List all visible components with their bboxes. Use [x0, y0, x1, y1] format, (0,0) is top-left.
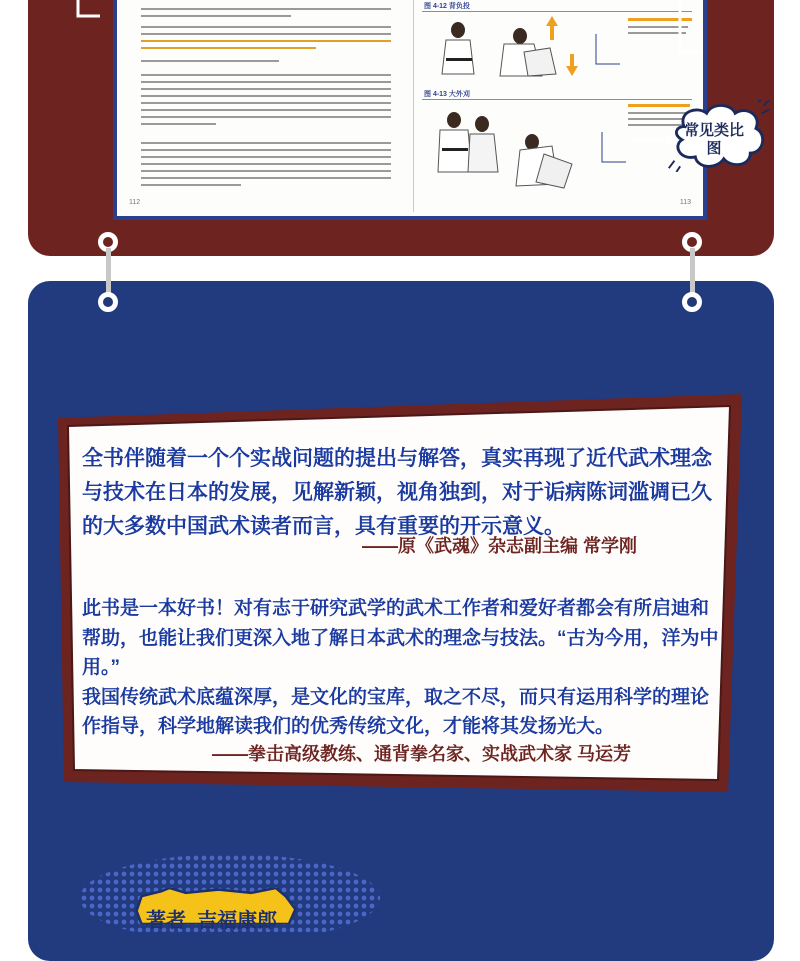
text-block: [141, 142, 391, 191]
book-page-left: [117, 0, 414, 212]
judo-illustration-1: [424, 14, 694, 86]
judo-illustration-2: [424, 102, 694, 194]
page-number-left: 112: [129, 199, 141, 206]
page-number-right: 113: [679, 199, 691, 206]
quote-2-paragraph-2: 我国传统武术底蕴深厚，是文化的宝库，取之不尽，而只有运用科学的理论作指导，科学地解读我们的优秀传统文化，才能将其发扬光大。: [82, 686, 710, 737]
quote-2-text: [82, 594, 722, 742]
author-name: 吉福康郎: [197, 910, 278, 932]
hanging-string: [106, 248, 111, 298]
text-block: [141, 26, 391, 54]
quote-2-attribution: ——拳击高级教练、通背拳名家、实战武术家 马运芳: [212, 744, 631, 764]
author-label: 著者: [146, 910, 186, 932]
frame-decoration-left: [70, 0, 106, 60]
quote-2-paragraph-1: 此书是一本好书！对有志于研究武学的武术工作者和爱好者都会有所启迪和帮助，也能让我们更深入地了解日本武术的理念与技法。“古为今用，洋为中用。”: [82, 598, 719, 678]
hanging-ring: [98, 292, 118, 312]
figure-caption: 图 4-13 大外刈: [424, 91, 470, 98]
quote-1-text: 全书伴随着一个个实战问题的提出与解答，真实再现了近代武术理念与技术在日本的发展，见解新颖，视角独到，对于诟病陈词滥调已久的大多数中国武术读者而言，具有重要的开示意义。: [82, 447, 712, 538]
figure-caption: 图 4-12 背负投: [424, 3, 470, 10]
text-block: [141, 8, 391, 22]
tag-label: 常见类比图: [683, 122, 744, 157]
hanging-string: [690, 248, 695, 298]
frame-decoration-right: [676, 0, 706, 60]
text-block: [141, 74, 391, 130]
author-line: [146, 904, 277, 933]
text-block: [141, 60, 391, 67]
book-page-right: [414, 0, 703, 212]
hanging-ring: [682, 292, 702, 312]
book-spread: [113, 0, 707, 220]
quote-1-attribution: ——原《武魂》杂志副主编 常学刚: [362, 536, 637, 556]
